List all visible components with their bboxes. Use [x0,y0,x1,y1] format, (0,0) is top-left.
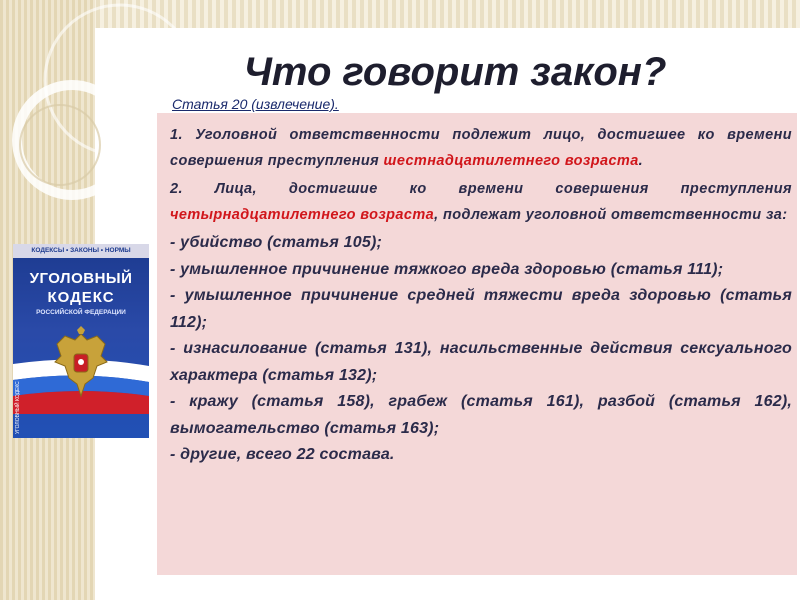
list-item: - умышленное причинение средней тяжести вреда здоровью (статья 112); [170,287,792,331]
item-1 [170,122,792,174]
list-item: - изнасилование (статья 131), насильственные действия сексуального характера (статья 132); [170,340,792,384]
book-subtitle: РОССИЙСКОЙ ФЕДЕРАЦИИ [36,309,126,316]
book-band: КОДЕКСЫ • ЗАКОНЫ • НОРМЫ [13,244,149,258]
item-2 [170,176,792,228]
list-item: - другие, всего 22 состава. [170,446,395,463]
list-item: - убийство (статья 105); [170,234,383,251]
slide-title: Что говорит закон? [243,50,667,94]
top-decorative-stripe [0,0,800,28]
book-spine-text: УГОЛОВНЫЙ КОДЕКС [15,381,21,434]
item-2-highlight: четырнадцатилетнего возраста [170,207,435,223]
criminal-code-book-image [13,244,149,438]
list-item: - кражу (статья 158), грабеж (статья 161), разбой (статья 162), вымогательство (статья 163); [170,393,792,437]
item-2-end: , подлежат уголовной ответственности за: [434,207,788,223]
article-text [170,122,792,469]
book-title-line1: УГОЛОВНЫЙ [29,270,133,287]
item-1-end: . [638,153,644,169]
article-subtitle: Статья 20 (извлечение). [172,96,339,112]
list-item: - умышленное причинение тяжкого вреда здоровью (статья 111); [170,260,724,278]
double-headed-eagle-icon [51,326,111,398]
item-2-text: 2. Лица, достигшие ко времени совершения преступления [170,181,792,197]
book-title-line2: КОДЕКС [47,289,115,306]
item-1-text: 1. Уголовной ответственности подлежит лицо, достигшее ко времени совершения преступления [170,127,792,169]
item-1-highlight: шестнадцатилетнего возраста [383,153,639,169]
